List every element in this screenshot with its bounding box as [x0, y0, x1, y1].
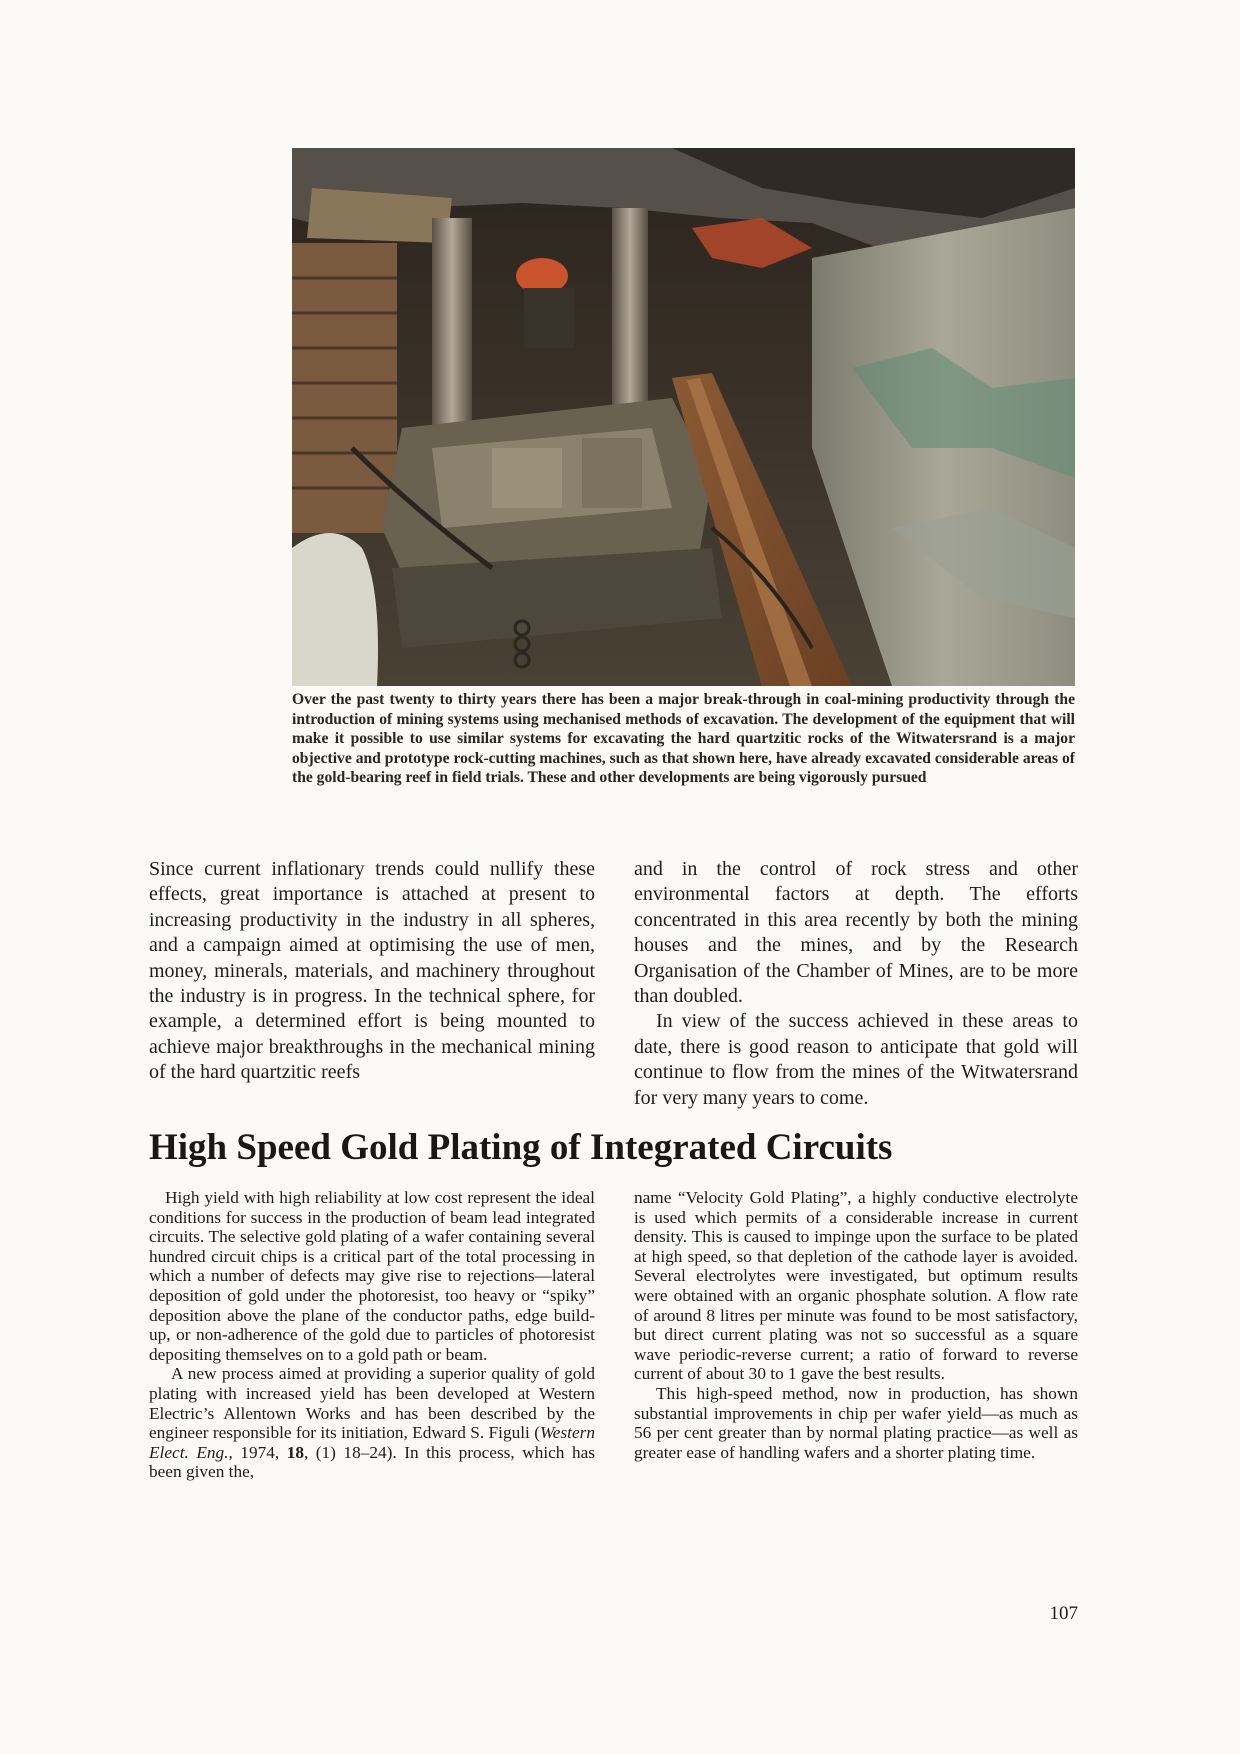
- figure-caption: Over the past twenty to thirty years there has been a major break-through in coal-mining productivity through the introduction of mining systems using mechanised methods of excavation. The development of the equipment that will make it possible to use similar systems for excavating the hard quartzitic rocks of the Witwatersrand is a major objective and prototype rock-cutting machines, such as that shown here, have already excavated considerable areas of the gold-bearing reef in field trials. These and other developments are being vigorously pursued: [292, 691, 1075, 787]
- citation-text: , 1974,: [228, 1442, 287, 1462]
- page-number: 107: [1049, 1603, 1078, 1624]
- article1-left-column: [149, 857, 595, 1086]
- article2-paragraph: name “Velocity Gold Plating”, a highly conductive electrolyte is used which permits of a considerable increase in current density. This is caused to impinge upon the surface to be plated at high speed, so that depletion of the cathode layer is avoided. Several electrolytes were investigated, but optimum results were obtained with an organic phosphate solution. A flow rate of around 8 litres per minute was found to be most satisfactory, but direct current plating was not so successful as a square wave periodic-reverse current; a ratio of forward to reverse current of about 30 to 1 gave the best results.: [634, 1188, 1078, 1384]
- journal-volume: 18: [286, 1442, 304, 1462]
- citation-text: A new process aimed at providing a superior quality of gold plating with increased yield has been developed at Western Electric’s Allentown Works and has been described by the engineer responsible for its initiation, Edward S. Figuli (: [149, 1364, 595, 1443]
- article2-title: High Speed Gold Plating of Integrated Circuits: [149, 1127, 893, 1168]
- journal-name: Western Elect. Eng.: [149, 1423, 595, 1462]
- article2-paragraph: [149, 1364, 595, 1482]
- mine-photograph: [292, 148, 1075, 686]
- mine-photo-illustration: [292, 148, 1075, 686]
- article1-paragraph: and in the control of rock stress and other environmental factors at depth. The efforts concentrated in this area recently by both the mining houses and the mines, and by the Research Organisation of the Chamber of Mines, are to be more than doubled.: [634, 858, 1078, 1008]
- article2-right-column: [634, 1188, 1078, 1462]
- article2-paragraph: This high-speed method, now in production, has shown substantial improvements in chip per wafer yield—as much as 56 per cent greater than by normal plating practice—as well as greater ease of handling wafers and a shorter plating time.: [634, 1383, 1078, 1462]
- article2-paragraph: High yield with high reliability at low cost represent the ideal conditions for success in the production of beam lead integrated circuits. The selective gold plating of a wafer containing several hundred circuit chips is a critical part of the total processing in which a number of defects may give rise to rejections—lateral deposition of gold under the photoresist, too heavy or “spiky” deposition above the plane of the conductor paths, edge build-up, or non-adherence of the gold due to particles of photoresist depositing themselves on to a gold path or beam.: [149, 1188, 595, 1364]
- article1-paragraph: In view of the success achieved in these areas to date, there is good reason to anticipate that gold will continue to flow from the mines of the Witwatersrand for very many years to come.: [634, 1010, 1078, 1109]
- article1-paragraph: Since current inflationary trends could nullify these effects, great importance is attached at present to increasing productivity in the industry in all spheres, and a campaign aimed at optimising the use of men, money, minerals, materials, and machinery throughout the industry is in progress. In the technical sphere, for example, a determined effort is being mounted to achieve major breakthroughs in the mechanical mining of the hard quartzitic reefs: [149, 858, 595, 1084]
- article1-right-column: [634, 857, 1078, 1111]
- article2-left-column: [149, 1188, 595, 1482]
- citation-text: , (1) 18–24). In this process, which has been given the,: [149, 1442, 595, 1482]
